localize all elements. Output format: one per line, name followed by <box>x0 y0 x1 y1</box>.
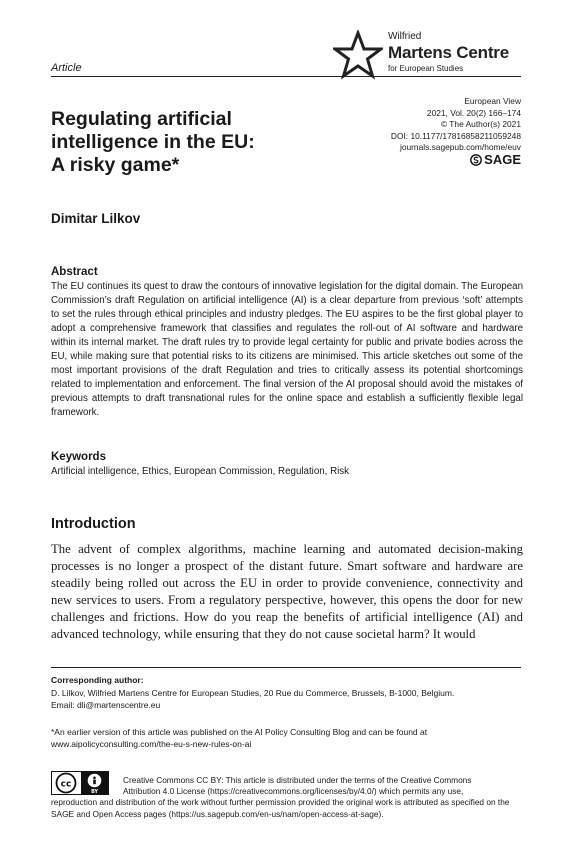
logo-text-european-studies: for European Studies <box>388 64 464 73</box>
keywords-heading: Keywords <box>51 451 106 463</box>
license-line: Attribution 4.0 License (https://creativecommons.org/licenses/by/4.0/) which permits any use, <box>123 786 464 797</box>
corresponding-author-heading: Corresponding author: <box>51 675 144 685</box>
title-line: A risky game* <box>51 154 180 176</box>
logo-text-wilfried: Wilfried <box>388 31 422 42</box>
article-type-label: Article <box>51 62 82 74</box>
earlier-version-note: *An earlier version of this article was published on the AI Policy Consulting Blog and can be found at www.aipolicyconsulting.com/the-eu-s-new-rules-on-ai <box>51 727 428 749</box>
copyright-line: © The Author(s) 2021 <box>440 119 521 130</box>
title-line: intelligence in the EU: <box>51 131 255 153</box>
introduction-text: The advent of complex algorithms, machine learning and automated decision-making processes is no longer a prospect of the distant future. Smart software and hardware are steadily being rolled out across the EU in order to provide convenience, connectivity and new services to users. From a regulatory perspective, however, this opens the door for new challenges and frictions. How do you reap the benefits of artificial intelligence (AI) and advanced technology, while ensuring that they do not cause societal harm? It would <box>51 542 523 642</box>
license-continuation: reproduction and distribution of the work without further permission provided the original work is attributed as specified on the SAGE and Open Access pages (https://us.sagepub.com/en-us/nam/open-access-at-sage). <box>51 797 510 819</box>
journal-name: European View <box>464 96 521 106</box>
journal-url[interactable]: journals.sagepub.com/home/euv <box>399 142 521 153</box>
author-name: Dimitar Lilkov <box>51 211 141 226</box>
publisher-name: SAGE <box>484 152 521 167</box>
corresponding-author-email[interactable]: Email: dli@martenscentre.eu <box>51 700 161 710</box>
abstract-text: The EU continues its quest to draw the contours of innovative legislation for the digital domain. The European Commission’s draft Regulation on artificial intelligence (AI) is a clear departure from previous ‘soft’ attempts to set the rules through ethical principles and industry pledges. The EU aspires to be the first global player to adopt a comprehensive framework that classifies and regulates the roll-out of AI software and hardware within its internal market. The draft rules try to provide legal certainty for public and private bodies across the EU, while making sure that potential risks to its citizens are minimised. This article sketches out some of the most important provisions of the draft Regulation and tries to critically assess its potential shortcomings related to implementation and enforcement. The final version of the AI proposal should avoid the mistakes of previous attempts to draft transnational rules for the online space and establish a sufficiently flexible legal framework. <box>51 281 523 418</box>
logo-text-martens-centre: Martens Centre <box>388 43 509 62</box>
abstract-heading: Abstract <box>51 266 98 278</box>
title-line: Regulating artificial <box>51 108 232 130</box>
cc-badge-text: cc <box>60 779 72 790</box>
license-line: Creative Commons CC BY: This article is distributed under the terms of the Creative Commons <box>123 775 472 785</box>
star-icon <box>333 30 383 80</box>
publisher-logo <box>470 152 521 167</box>
sage-circle-icon <box>470 154 482 166</box>
doi-line[interactable]: DOI: 10.1177/17816858211059248 <box>390 130 521 141</box>
corresponding-author-address: D. Lilkov, Wilfried Martens Centre for European Studies, 20 Rue du Commerce, Brussels, B-1000, Belgium. <box>51 688 455 698</box>
introduction-heading: Introduction <box>51 516 136 532</box>
header-divider <box>51 76 521 77</box>
keywords-text: Artificial intelligence, Ethics, European Commission, Regulation, Risk <box>51 466 350 477</box>
journal-metadata <box>391 96 521 154</box>
article-title <box>51 108 255 177</box>
license-statement <box>51 775 523 820</box>
journal-volume: 2021, Vol. 20(2) 166–174 <box>426 107 521 118</box>
corresponding-author-details <box>51 687 454 711</box>
footer-divider <box>51 667 521 668</box>
by-badge-text: BY <box>91 789 98 795</box>
